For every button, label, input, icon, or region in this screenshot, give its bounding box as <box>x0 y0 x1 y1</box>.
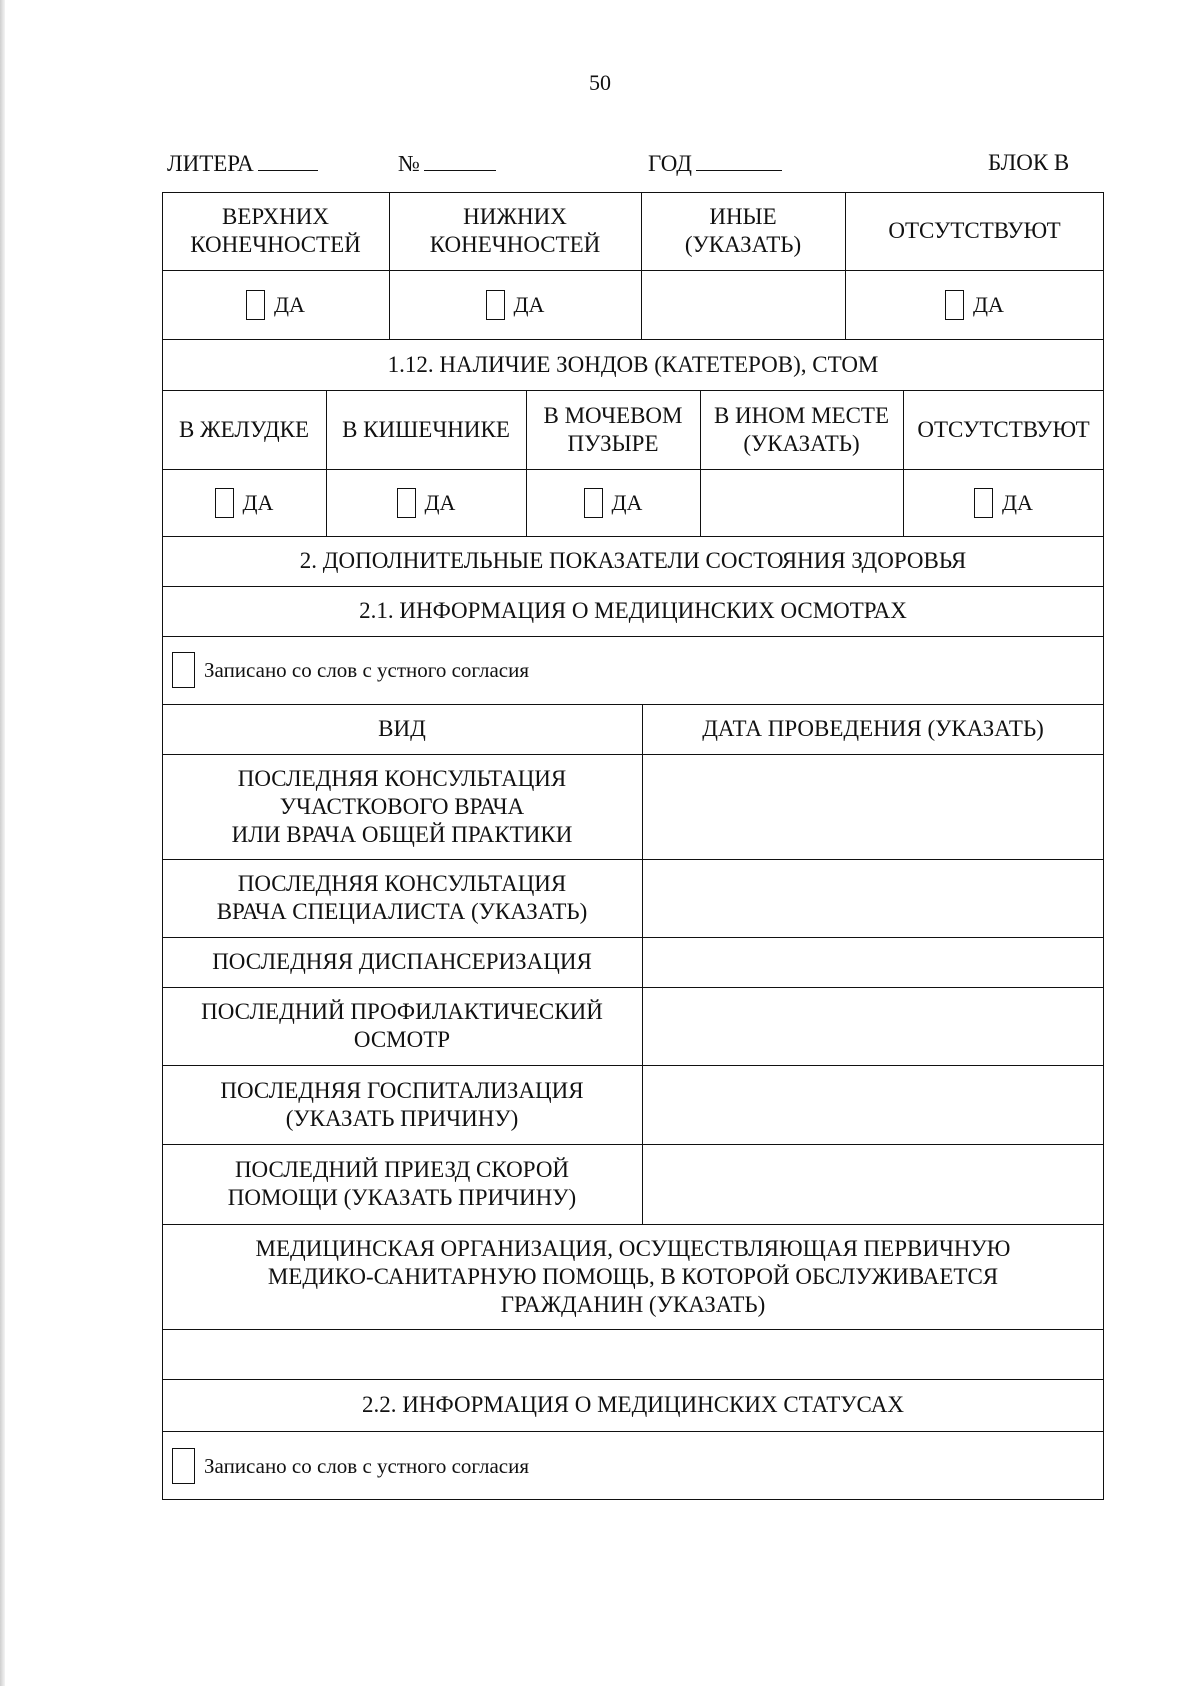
section22-consent <box>162 1431 1104 1500</box>
limbs-col-other: ИНЫЕ (УКАЗАТЬ) <box>684 204 802 257</box>
header-block: БЛОК В <box>988 150 1070 175</box>
exam-date-input[interactable] <box>642 937 1104 987</box>
litera-label: ЛИТЕРА <box>167 151 254 176</box>
litera-field[interactable] <box>258 150 318 171</box>
yes-label: ДА <box>513 292 545 317</box>
probes-other-input[interactable] <box>700 469 903 536</box>
yes-label: ДА <box>973 292 1004 317</box>
exam-date-input[interactable] <box>642 1065 1104 1144</box>
exam-date-input[interactable] <box>642 1144 1104 1224</box>
year-label: ГОД <box>648 151 692 176</box>
exam-date-input[interactable] <box>642 754 1104 859</box>
limbs-upper-yes <box>162 270 389 340</box>
yes-label: ДА <box>611 489 643 515</box>
org-input[interactable] <box>162 1329 1104 1379</box>
header-year <box>648 150 782 177</box>
probes-col-other: В ИНОМ МЕСТЕ (УКАЗАТЬ) <box>713 402 890 456</box>
limbs-lower-yes <box>389 270 641 340</box>
exam-row-dispensary: ПОСЛЕДНЯЯ ДИСПАНСЕРИЗАЦИЯ <box>212 949 592 974</box>
section21-consent <box>162 636 1104 704</box>
consent-checkbox[interactable] <box>172 652 195 688</box>
checkbox[interactable] <box>397 488 416 518</box>
exam-row-ambulance: ПОСЛЕДНИЙ ПРИЕЗД СКОРОЙ ПОМОЩИ (УКАЗАТЬ ПРИЧИНУ) <box>227 1157 577 1210</box>
exam-row-preventive: ПОСЛЕДНИЙ ПРОФИЛАКТИЧЕСКИЙ ОСМОТР <box>201 999 603 1052</box>
exam-row-district-doctor: ПОСЛЕДНЯЯ КОНСУЛЬТАЦИЯ УЧАСТКОВОГО ВРАЧА ИЛИ ВРАЧА ОБЩЕЙ ПРАКТИКИ <box>231 765 573 847</box>
probes-col-absent: ОТСУТСТВУЮТ <box>917 416 1090 442</box>
limbs-col-upper: ВЕРХНИХ КОНЕЧНОСТЕЙ <box>190 204 361 257</box>
section2-title: 2. ДОПОЛНИТЕЛЬНЫЕ ПОКАЗАТЕЛИ СОСТОЯНИЯ ЗДОРОВЬЯ <box>299 548 967 573</box>
yes-label: ДА <box>1002 489 1033 515</box>
probes-col-intestine: В КИШЕЧНИКЕ <box>342 416 510 442</box>
probes-col-bladder: В МОЧЕВОМ ПУЗЫРЕ <box>543 402 683 456</box>
org-label: МЕДИЦИНСКАЯ ОРГАНИЗАЦИЯ, ОСУЩЕСТВЛЯЮЩАЯ ПЕРВИЧНУЮ МЕДИКО-САНИТАРНУЮ ПОМОЩЬ, В КОТОРОЙ ОБСЛУЖИВАЕТСЯ ГРАЖДАНИН (УКАЗАТЬ) <box>255 1235 1011 1317</box>
checkbox[interactable] <box>486 290 505 320</box>
checkbox[interactable] <box>584 488 603 518</box>
header-litera <box>167 150 318 177</box>
limbs-col-lower: НИЖНИХ КОНЕЧНОСТЕЙ <box>429 204 601 257</box>
consent-label: Записано со слов с устного согласия <box>204 658 529 682</box>
checkbox[interactable] <box>945 290 964 320</box>
probes-bladder-yes <box>526 469 700 536</box>
exam-date-input[interactable] <box>642 859 1104 937</box>
header-number <box>398 150 496 177</box>
limbs-absent-yes <box>845 270 1104 340</box>
limbs-other-input[interactable] <box>641 270 845 340</box>
yes-label: ДА <box>242 489 274 515</box>
section22-title: 2.2. ИНФОРМАЦИЯ О МЕДИЦИНСКИХ СТАТУСАХ <box>362 1392 904 1417</box>
yes-label: ДА <box>274 292 305 317</box>
exam-row-specialist: ПОСЛЕДНЯЯ КОНСУЛЬТАЦИЯ ВРАЧА СПЕЦИАЛИСТА (УКАЗАТЬ) <box>216 871 588 924</box>
probes-intestine-yes <box>326 469 526 536</box>
probes-stomach-yes <box>162 469 326 536</box>
consent-label: Записано со слов с устного согласия <box>204 1453 529 1478</box>
col-type-header: ВИД <box>378 716 426 741</box>
limbs-col-absent: ОТСУТСТВУЮТ <box>888 218 1061 243</box>
exam-row-hospitalization: ПОСЛЕДНЯЯ ГОСПИТАЛИЗАЦИЯ (УКАЗАТЬ ПРИЧИНУ) <box>220 1077 584 1131</box>
yes-label: ДА <box>424 489 456 515</box>
probes-absent-yes <box>903 469 1104 536</box>
exam-date-input[interactable] <box>642 987 1104 1065</box>
number-field[interactable] <box>424 150 496 171</box>
col-date-header: ДАТА ПРОВЕДЕНИЯ (УКАЗАТЬ) <box>702 716 1044 741</box>
probes-title: 1.12. НАЛИЧИЕ ЗОНДОВ (КАТЕТЕРОВ), СТОМ <box>387 352 879 377</box>
year-field[interactable] <box>696 150 782 171</box>
checkbox[interactable] <box>246 290 265 320</box>
scan-edge <box>0 0 5 1686</box>
checkbox[interactable] <box>974 488 993 518</box>
checkbox[interactable] <box>215 488 234 518</box>
page-number: 50 <box>589 70 611 95</box>
number-label: № <box>398 151 420 176</box>
probes-col-stomach: В ЖЕЛУДКЕ <box>178 416 310 442</box>
consent-checkbox[interactable] <box>172 1448 195 1484</box>
section21-title: 2.1. ИНФОРМАЦИЯ О МЕДИЦИНСКИХ ОСМОТРАХ <box>359 598 907 623</box>
